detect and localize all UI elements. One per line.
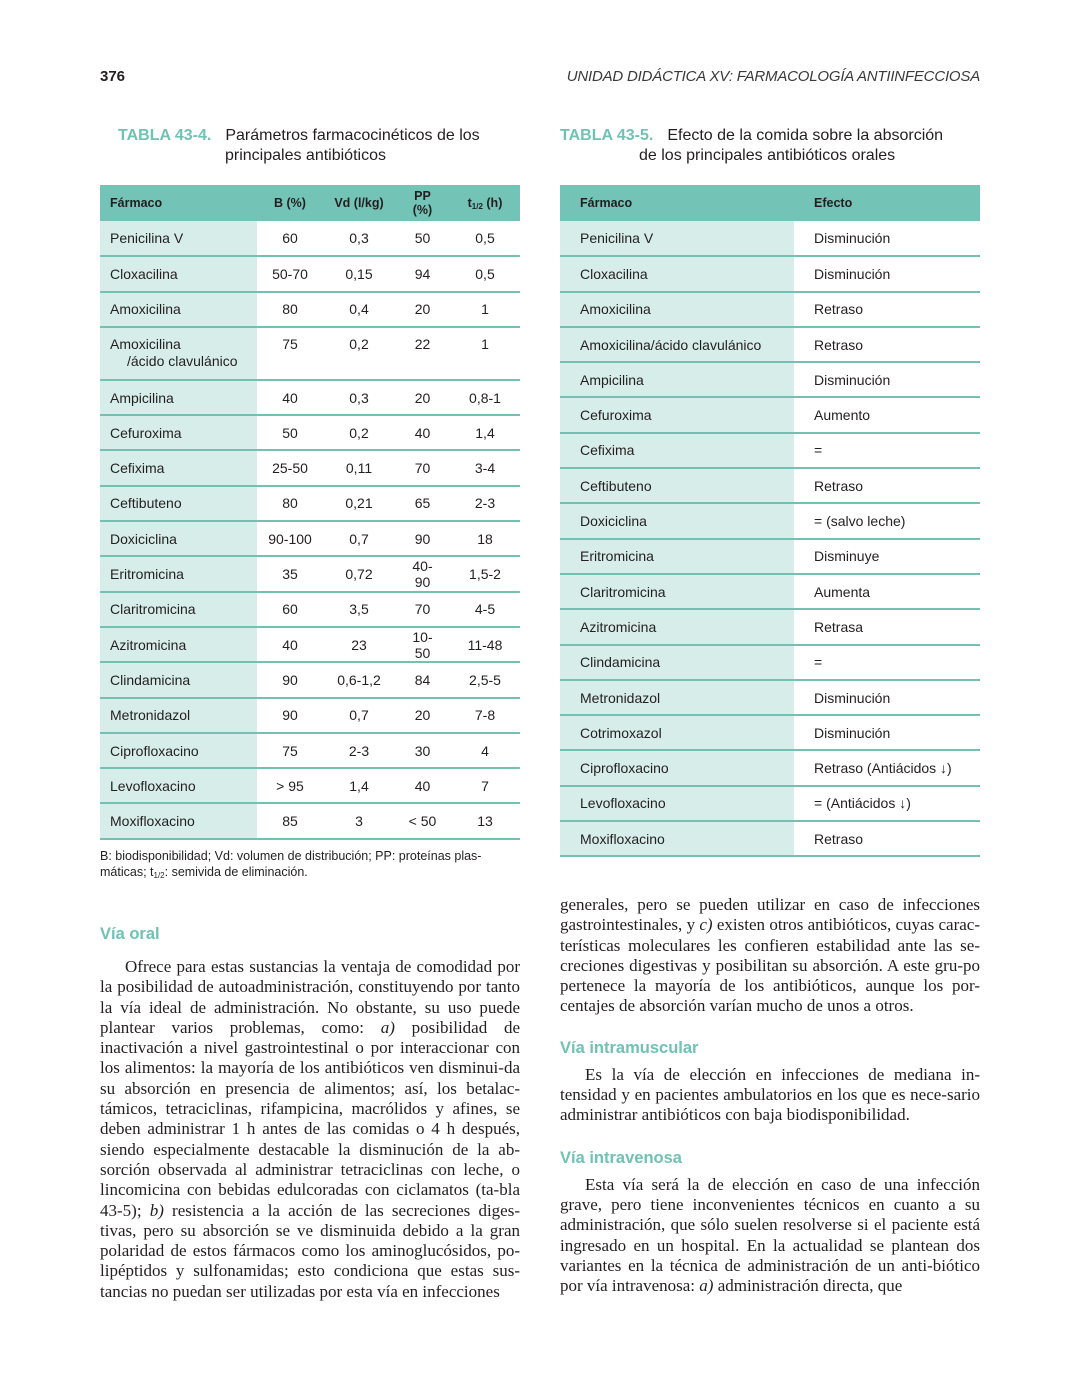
- drug-name: Cefixima: [560, 433, 794, 468]
- drug-name: Ampicilina: [100, 380, 257, 415]
- table-row: [560, 574, 980, 609]
- pp-value: 65: [395, 486, 450, 521]
- effect-value: Disminución: [794, 680, 980, 715]
- half-life-value: 13: [450, 803, 520, 838]
- table-row: [560, 750, 980, 785]
- table-row: [100, 380, 520, 415]
- effect-value: Retraso: [794, 468, 980, 503]
- effect-value: = (Antiácidos ↓): [794, 786, 980, 821]
- table-row: [100, 592, 520, 627]
- table-row: [100, 292, 520, 327]
- pp-value: 70: [395, 450, 450, 485]
- table-row: [560, 327, 980, 362]
- table-row: [560, 821, 980, 856]
- table-row: [100, 221, 520, 256]
- half-life-value: 2,5-5: [450, 662, 520, 697]
- bioavailability-value: 25-50: [257, 450, 323, 485]
- pp-value: 94: [395, 256, 450, 291]
- pp-value: 22: [395, 327, 450, 380]
- vd-value: 0,7: [323, 521, 395, 556]
- table-row: [100, 662, 520, 697]
- half-life-value: 2-3: [450, 486, 520, 521]
- effect-value: =: [794, 433, 980, 468]
- half-life-value: 1: [450, 327, 520, 380]
- table-number: TABLA 43-4.: [118, 127, 212, 144]
- pp-value: 10-50: [395, 627, 450, 662]
- effect-value: Disminución: [794, 221, 980, 256]
- section-via-oral: [100, 925, 520, 1302]
- half-life-value: 3-4: [450, 450, 520, 485]
- bioavailability-value: 80: [257, 292, 323, 327]
- half-life-value: 0,8-1: [450, 380, 520, 415]
- table-row: [100, 627, 520, 662]
- table-row: [560, 680, 980, 715]
- vd-value: 23: [323, 627, 395, 662]
- right-column-text: [560, 895, 980, 1296]
- pp-value: < 50: [395, 803, 450, 838]
- drug-name: Claritromicina: [560, 574, 794, 609]
- drug-name: Ceftibuteno: [100, 486, 257, 521]
- table-row: [560, 715, 980, 750]
- bioavailability-value: 50: [257, 415, 323, 450]
- half-life-value: 7-8: [450, 698, 520, 733]
- vd-value: 1,4: [323, 768, 395, 803]
- table-43-4-caption: [100, 126, 520, 166]
- drug-name: Azitromicina: [560, 609, 794, 644]
- body-paragraph: Esta vía será la de elección en caso de una infección grave, pero tiene inconvenientes técnicos en cuanto a su administración, que sólo suelen resolverse si el paciente está ingresado en un hospital. En la actualidad se plantean dos variantes en la técnica de administración de un anti-biótico por vía intravenosa: a) administración directa, que: [560, 1174, 980, 1296]
- table-row: [560, 609, 980, 644]
- table-row: [100, 256, 520, 291]
- half-life-value: 0,5: [450, 221, 520, 256]
- running-head: UNIDAD DIDÁCTICA XV: FARMACOLOGÍA ANTIINFECCIOSA: [566, 68, 980, 85]
- column-header-drug: Fármaco: [100, 185, 257, 221]
- effect-value: Retraso: [794, 327, 980, 362]
- drug-name: Ceftibuteno: [560, 468, 794, 503]
- table-header-row: [100, 185, 520, 221]
- bioavailability-value: 40: [257, 380, 323, 415]
- pp-value: 50: [395, 221, 450, 256]
- drug-name: Amoxicilina /ácido clavulánico: [100, 327, 257, 380]
- drug-name: Moxifloxacino: [100, 803, 257, 838]
- drug-name: Ampicilina: [560, 362, 794, 397]
- pp-value: 40: [395, 415, 450, 450]
- column-header-volume-distribution: Vd (l/kg): [323, 185, 395, 221]
- bioavailability-value: 75: [257, 327, 323, 380]
- pp-value: 40: [395, 768, 450, 803]
- drug-name: Cefuroxima: [100, 415, 257, 450]
- table-row: [560, 256, 980, 291]
- drug-name: Levofloxacino: [560, 786, 794, 821]
- body-paragraph-continued: generales, pero se pueden utilizar en caso de infecciones gastrointestinales, y c) existen otros antibióticos, cuyas carac-terísticas moleculares les confieren estabilidad ante las se-creciones digestivas y posibilitan su absorción. A este gru-po pertenece la mayoría de los antibióticos, aunque los por-centajes de absorción varían mucho de unos a otros.: [560, 895, 981, 1016]
- effect-value: Retraso: [794, 292, 980, 327]
- table-row: [560, 433, 980, 468]
- half-life-value: 1: [450, 292, 520, 327]
- drug-name: Eritromicina: [100, 556, 257, 591]
- table-row: [100, 486, 520, 521]
- bioavailability-value: 40: [257, 627, 323, 662]
- drug-name: Cloxacilina: [560, 256, 794, 291]
- table-row: [100, 521, 520, 556]
- vd-value: 0,3: [323, 380, 395, 415]
- table-row: [560, 539, 980, 574]
- table-row: [100, 556, 520, 591]
- column-header-protein-binding: PP (%): [395, 185, 450, 221]
- vd-value: 0,4: [323, 292, 395, 327]
- effect-value: Retraso: [794, 821, 980, 856]
- drug-name: Cotrimoxazol: [560, 715, 794, 750]
- drug-name: Cloxacilina: [100, 256, 257, 291]
- pharmacokinetics-table: [100, 185, 520, 840]
- half-life-value: 18: [450, 521, 520, 556]
- table-row: [100, 327, 520, 380]
- pp-value: 20: [395, 698, 450, 733]
- page-number: 376: [100, 68, 126, 85]
- bioavailability-value: 60: [257, 592, 323, 627]
- vd-value: 2-3: [323, 733, 395, 768]
- half-life-value: 1,4: [450, 415, 520, 450]
- drug-name: Eritromicina: [560, 539, 794, 574]
- table-row: [560, 221, 980, 256]
- half-life-value: 7: [450, 768, 520, 803]
- pp-value: 84: [395, 662, 450, 697]
- table-title-line1: Efecto de la comida sobre la absorción: [667, 127, 944, 144]
- effect-value: Retraso (Antiácidos ↓): [794, 750, 980, 785]
- table-row: [100, 450, 520, 485]
- drug-name: Cefuroxima: [560, 397, 794, 432]
- pp-value: 20: [395, 380, 450, 415]
- half-life-value: 4-5: [450, 592, 520, 627]
- table-number: TABLA 43-5.: [560, 127, 654, 144]
- pp-value: 70: [395, 592, 450, 627]
- bioavailability-value: 90: [257, 698, 323, 733]
- half-life-value: 0,5: [450, 256, 520, 291]
- table-header-row: [560, 185, 980, 221]
- drug-name: Claritromicina: [100, 592, 257, 627]
- bioavailability-value: 90-100: [257, 521, 323, 556]
- right-column: [560, 126, 980, 857]
- drug-name: Ciprofloxacino: [560, 750, 794, 785]
- drug-name: Amoxicilina: [100, 292, 257, 327]
- column-header-bioavailability: B (%): [257, 185, 323, 221]
- drug-name: Amoxicilina: [560, 292, 794, 327]
- column-header-effect: Efecto: [794, 185, 980, 221]
- table-row: [560, 786, 980, 821]
- bioavailability-value: 90: [257, 662, 323, 697]
- drug-name: Ciprofloxacino: [100, 733, 257, 768]
- vd-value: 0,15: [323, 256, 395, 291]
- effect-value: =: [794, 645, 980, 680]
- drug-name: Moxifloxacino: [560, 821, 794, 856]
- section-heading: Vía intramuscular: [560, 1038, 699, 1057]
- effect-value: Disminución: [794, 256, 980, 291]
- effect-value: Disminución: [794, 362, 980, 397]
- table-row: [560, 468, 980, 503]
- table-footnote: B: biodisponibilidad; Vd: volumen de distribución; PP: proteínas plas-máticas; $t_{1/2}$: semivida de eliminación.: [100, 848, 482, 880]
- drug-name: Clindamicina: [560, 645, 794, 680]
- half-life-value: 11-48: [450, 627, 520, 662]
- drug-name: Clindamicina: [100, 662, 257, 697]
- drug-name: Metronidazol: [100, 698, 257, 733]
- effect-value: Aumento: [794, 397, 980, 432]
- table-row: [560, 362, 980, 397]
- drug-name: Doxiciclina: [100, 521, 257, 556]
- effect-value: Aumenta: [794, 574, 980, 609]
- table-row: [560, 292, 980, 327]
- drug-name: Metronidazol: [560, 680, 794, 715]
- drug-name: Penicilina V: [100, 221, 257, 256]
- body-paragraph: Ofrece para estas sustancias la ventaja de comodidad por la posibilidad de autoadministración, constituyendo por tanto la vía ideal de administración. No obstante, su uso puede plantear varios problemas, como: a) posibilidad de inactivación a nivel gastrointestinal o por interaccionar con los alimentos: la mayoría de los antibióticos ven disminui-da su absorción en presencia de alimentos; así, los betalac-támicos, tetraciclinas, rifampicina, macrólidos y afines, se deben administrar 1 h antes de las comidas o 4 h después, siendo especialmente destacable la disminución de la ab-sorción observada al administrar tetraciclinas con leche, o lincomicina con bebidas edulcoradas con ciclamatos (ta-bla 43-5); b) resistencia a la acción de las secreciones diges-tivas, pero su absorción se ve disminuida debido a la gran polaridad de estos fármacos como los aminoglucósidos, po-lipéptidos y sulfonamidas; esto condiciona que estas sus-tancias no puedan ser utilizadas por esta vía en infecciones: [100, 957, 520, 1301]
- vd-value: 0,6-1,2: [323, 662, 395, 697]
- half-life-value: 4: [450, 733, 520, 768]
- table-title-line2: de los principales antibióticos orales: [639, 147, 896, 164]
- column-header-half-life: $t_{1/2}$ (h): [450, 185, 520, 221]
- effect-value: = (salvo leche): [794, 503, 980, 538]
- vd-value: 0,2: [323, 415, 395, 450]
- vd-value: 0,72: [323, 556, 395, 591]
- vd-value: 0,7: [323, 698, 395, 733]
- bioavailability-value: 50-70: [257, 256, 323, 291]
- drug-name: Doxiciclina: [560, 503, 794, 538]
- table-row: [100, 415, 520, 450]
- vd-value: 0,2: [323, 327, 395, 380]
- effect-value: Disminuye: [794, 539, 980, 574]
- table-43-5-caption: [560, 126, 980, 166]
- vd-value: 0,21: [323, 486, 395, 521]
- table-row: [100, 803, 520, 838]
- effect-value: Retrasa: [794, 609, 980, 644]
- vd-value: 0,11: [323, 450, 395, 485]
- table-title-line2: principales antibióticos: [225, 147, 386, 164]
- bioavailability-value: 75: [257, 733, 323, 768]
- effect-value: Disminución: [794, 715, 980, 750]
- drug-name: Amoxicilina/ácido clavulánico: [560, 327, 794, 362]
- table-row: [100, 733, 520, 768]
- bioavailability-value: 85: [257, 803, 323, 838]
- bioavailability-value: 35: [257, 556, 323, 591]
- body-paragraph: Es la vía de elección en infecciones de mediana in-tensidad y en pacientes ambulatorios en los que es nece-sario administrar antibióticos con baja biodisponibilidad.: [560, 1064, 980, 1125]
- table-row: [560, 397, 980, 432]
- vd-value: 3: [323, 803, 395, 838]
- left-column: [100, 126, 520, 884]
- bioavailability-value: 80: [257, 486, 323, 521]
- pp-value: 30: [395, 733, 450, 768]
- drug-name: Cefixima: [100, 450, 257, 485]
- table-row: [100, 768, 520, 803]
- table-row: [560, 645, 980, 680]
- food-effect-table: [560, 185, 980, 857]
- pp-value: 20: [395, 292, 450, 327]
- drug-name: Azitromicina: [100, 627, 257, 662]
- vd-value: 3,5: [323, 592, 395, 627]
- pp-value: 40-90: [395, 556, 450, 591]
- section-heading: Vía oral: [100, 925, 160, 943]
- table-row: [560, 503, 980, 538]
- pp-value: 90: [395, 521, 450, 556]
- table-title-line1: Parámetros farmacocinéticos de los: [225, 127, 480, 144]
- section-heading: Vía intravenosa: [560, 1148, 682, 1167]
- table-row: [100, 698, 520, 733]
- drug-name: Penicilina V: [560, 221, 794, 256]
- half-life-value: 1,5-2: [450, 556, 520, 591]
- bioavailability-value: > 95: [257, 768, 323, 803]
- column-header-drug: Fármaco: [560, 185, 794, 221]
- drug-name: Levofloxacino: [100, 768, 257, 803]
- vd-value: 0,3: [323, 221, 395, 256]
- bioavailability-value: 60: [257, 221, 323, 256]
